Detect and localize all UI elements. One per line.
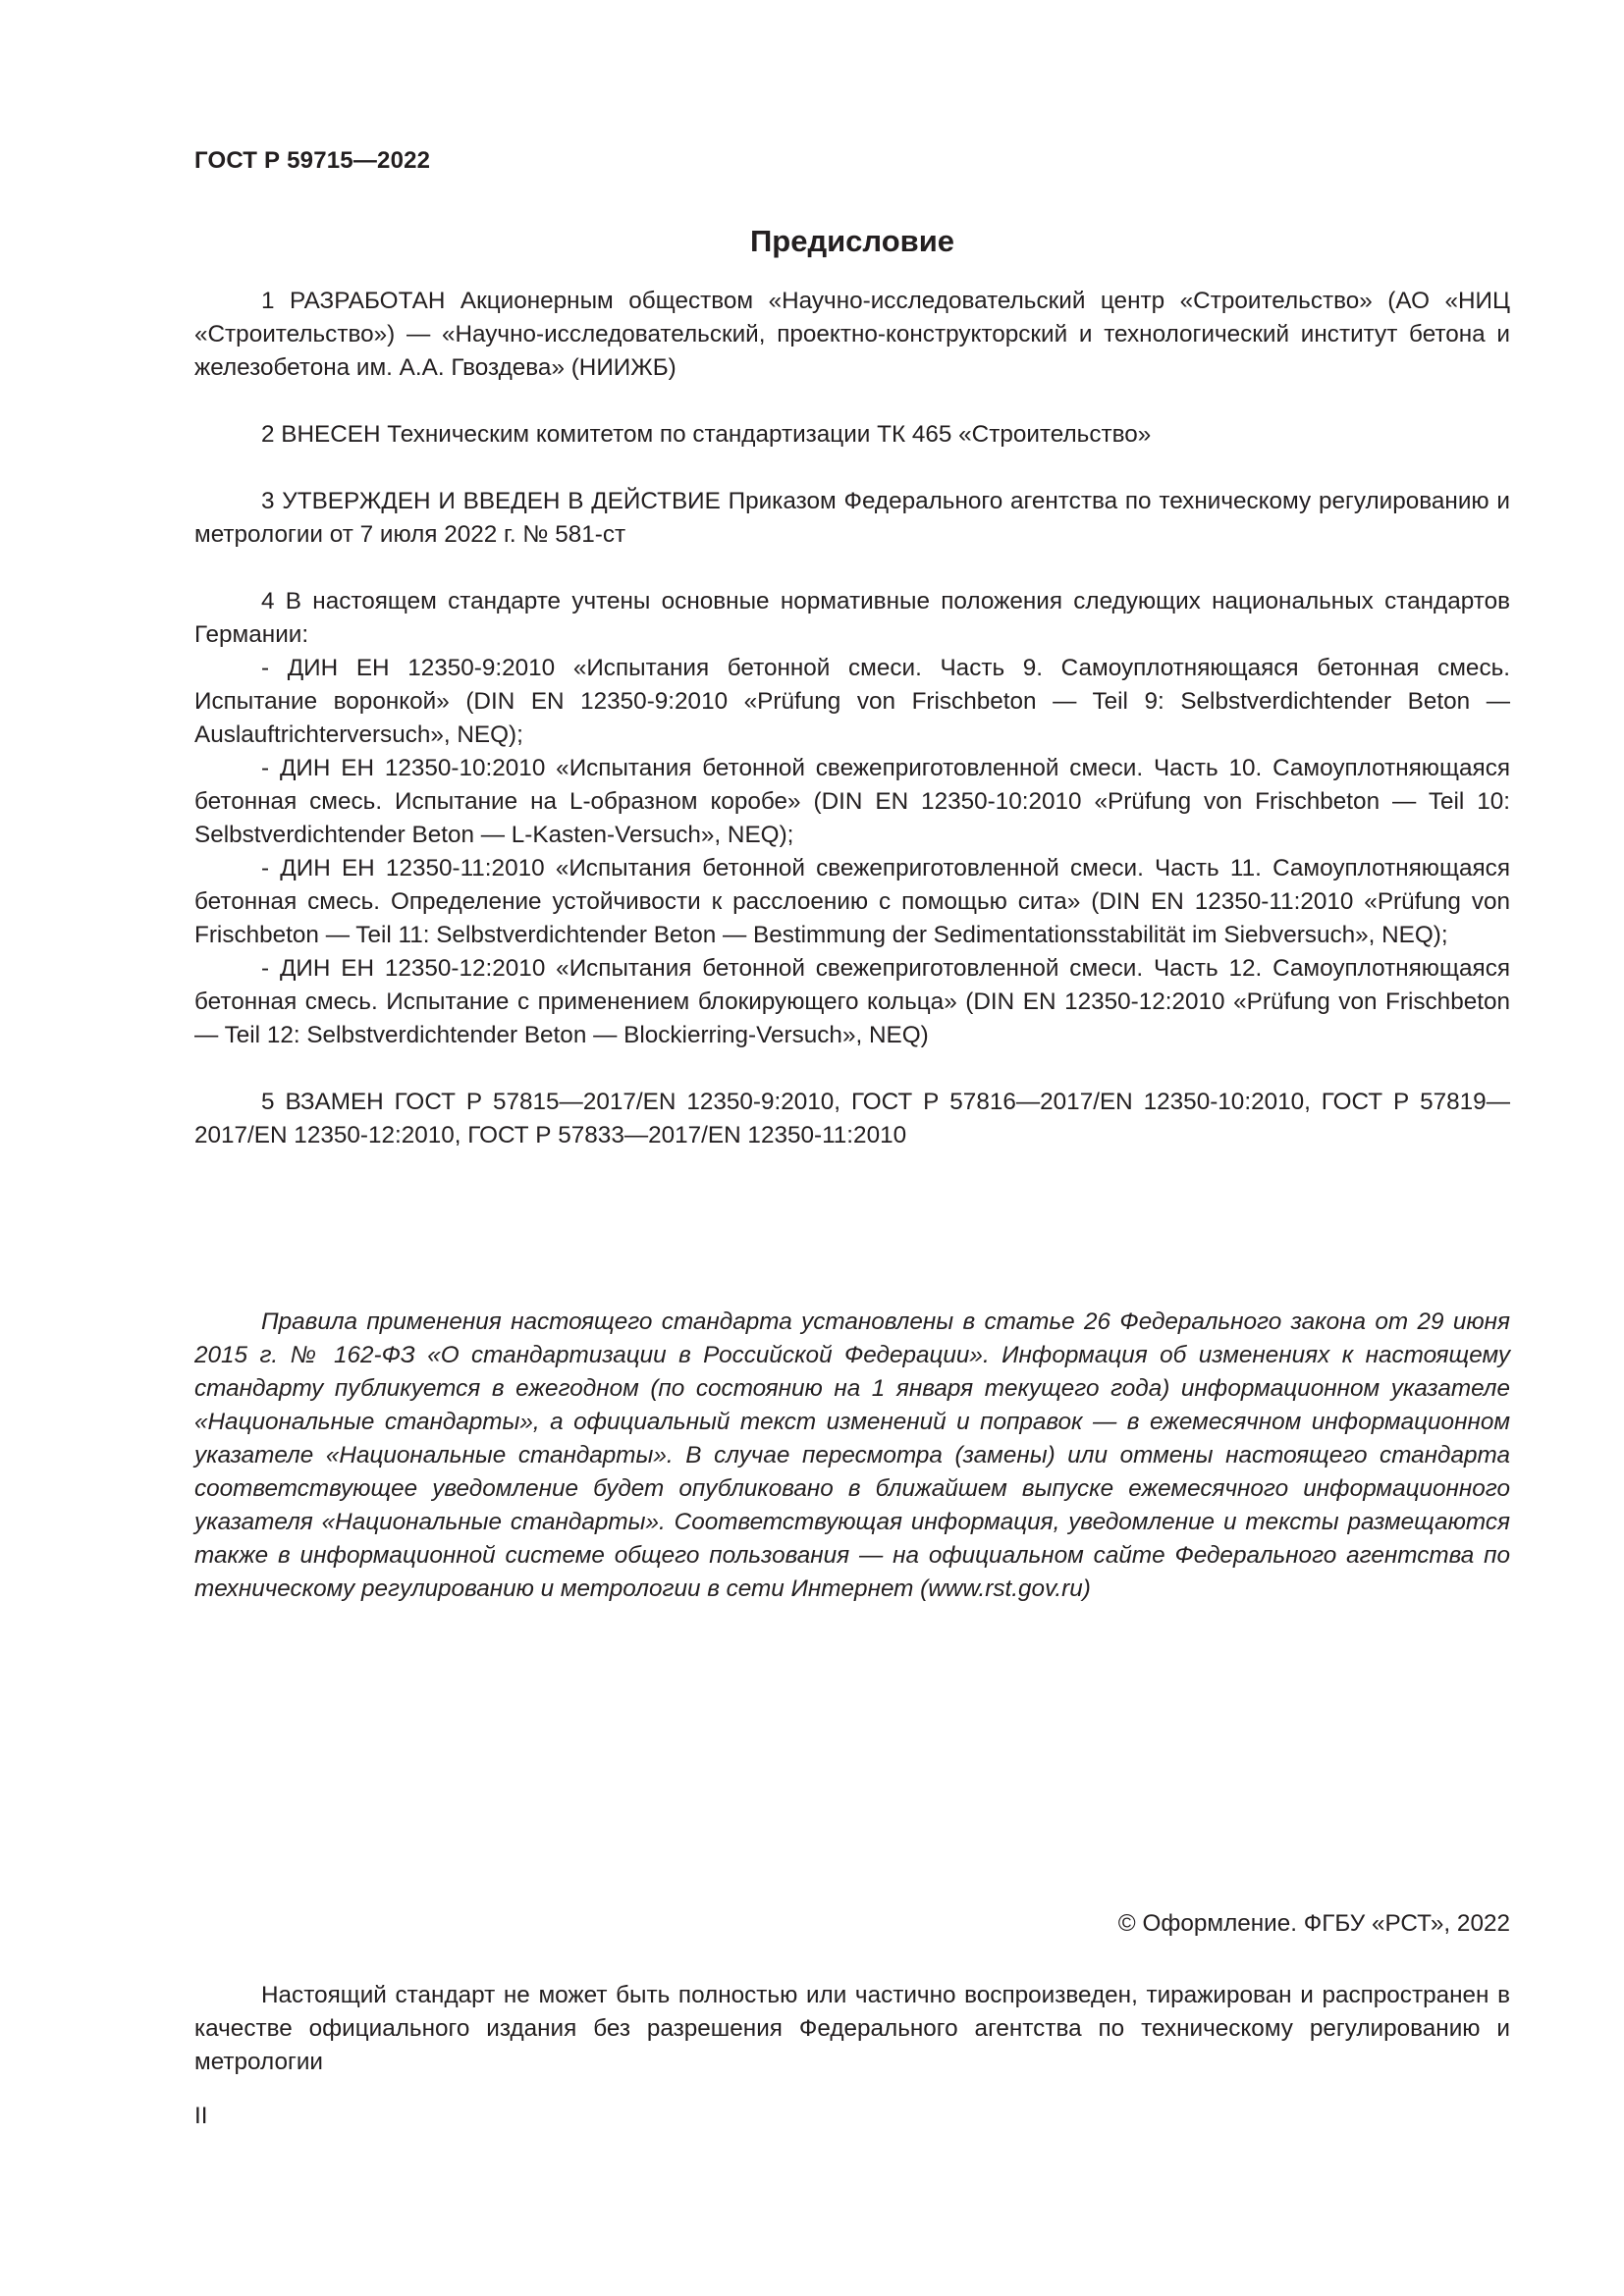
reproduction-notice: Настоящий стандарт не может быть полностью или частично воспроизведен, тиражирован и распространен в качестве официального издания без разрешения Федерального агентства по техническому регулированию и метрологии [194,1982,1510,2075]
foreword-item-developed: 1 РАЗРАБОТАН Акционерным обществом «Научно-исследовательский центр «Строительство» (АО «НИЦ «Строительство») — «Научно-исследовательский, проектно-конструкторский и технологический институт бетона и железобетона им. А.А. Гвоздева» (НИИЖБ) [194,288,1510,381]
page-number: II [194,2103,208,2129]
foreword-item-replaces: 5 ВЗАМЕН ГОСТ Р 57815—2017/EN 12350-9:2010, ГОСТ Р 57816—2017/EN 12350-10:2010, ГОСТ Р 57819—2017/EN 12350-12:2010, ГОСТ Р 57833—2017/EN 12350-11:2010 [194,1089,1510,1148]
document-number-header: ГОСТ Р 59715—2022 [194,147,431,174]
standard-reference-12: - ДИН ЕН 12350-12:2010 «Испытания бетонной свежеприготовленной смеси. Часть 12. Самоуплотняющаяся бетонная смесь. Испытание с применением блокирующего кольца» (DIN EN 12350-12:2010 «Prüfung von Frischbeton — Teil 12: Selbstverdichtender Beton — Blockierring-Versuch», NEQ) [194,955,1510,1048]
copyright-line: © Оформление. ФГБУ «РСТ», 2022 [1117,1910,1510,1937]
standard-reference-9: - ДИН ЕН 12350-9:2010 «Испытания бетонной смеси. Часть 9. Самоуплотняющаяся бетонная смесь. Испытание воронкой» (DIN EN 12350-9:2010 «Prüfung von Frischbeton — Teil 9: Selbstverdichtender Beton — Auslauftrichterversuch», NEQ); [194,655,1510,748]
application-rules-note: Правила применения настоящего стандарта установлены в статье 26 Федерального закона от 29 июня 2015 г. № 162-ФЗ «О стандартизации в Российской Федерации». Информация об изменениях к настоящему стандарту публикуется в ежегодном (по состоянию на 1 января текущего года) информационном указателе «Национальные стандарты», а официальный текст изменений и поправок — в ежемесячном информационном указателе «Национальные стандарты». В случае пересмотра (замены) или отмены настоящего стандарта соответствующее уведомление будет опубликовано в ближайшем выпуске ежемесячного информационного указателя «Национальные стандарты». Соответствующая информация, уведомление и тексты размещаются также в информационной системе общего пользования — на официальном сайте Федерального агентства по техническому регулированию и метрологии в сети Интернет (www.rst.gov.ru) [194,1308,1510,1602]
standard-reference-10: - ДИН ЕН 12350-10:2010 «Испытания бетонной свежеприготовленной смеси. Часть 10. Самоуплотняющаяся бетонная смесь. Испытание на L-образном коробе» (DIN EN 12350-10:2010 «Prüfung von Frischbeton — Teil 10: Selbstverdichtender Beton — L-Kasten-Versuch», NEQ); [194,755,1510,848]
page-title: Предисловие [749,224,954,258]
foreword-body [194,285,1510,1152]
foreword-item-standards-considered: 4 В настоящем стандарте учтены основные нормативные положения следующих национальных стандартов Германии: [194,588,1510,648]
foreword-item-submitted: 2 ВНЕСЕН Техническим комитетом по стандартизации ТК 465 «Строительство» [261,421,1152,448]
standard-reference-11: - ДИН ЕН 12350-11:2010 «Испытания бетонной свежеприготовленной смеси. Часть 11. Самоуплотняющаяся бетонная смесь. Определение устойчивости к расслоению с помощью сита» (DIN EN 12350-11:2010 «Prüfung von Frischbeton — Teil 11: Selbstverdichtender Beton — Bestimmung der Sedimentationsstabilität im Siebversuch», NEQ); [194,855,1510,948]
foreword-item-approved: 3 УТВЕРЖДЕН И ВВЕДЕН В ДЕЙСТВИЕ Приказом Федерального агентства по техническому регулированию и метрологии от 7 июля 2022 г. № 581-ст [194,488,1510,548]
